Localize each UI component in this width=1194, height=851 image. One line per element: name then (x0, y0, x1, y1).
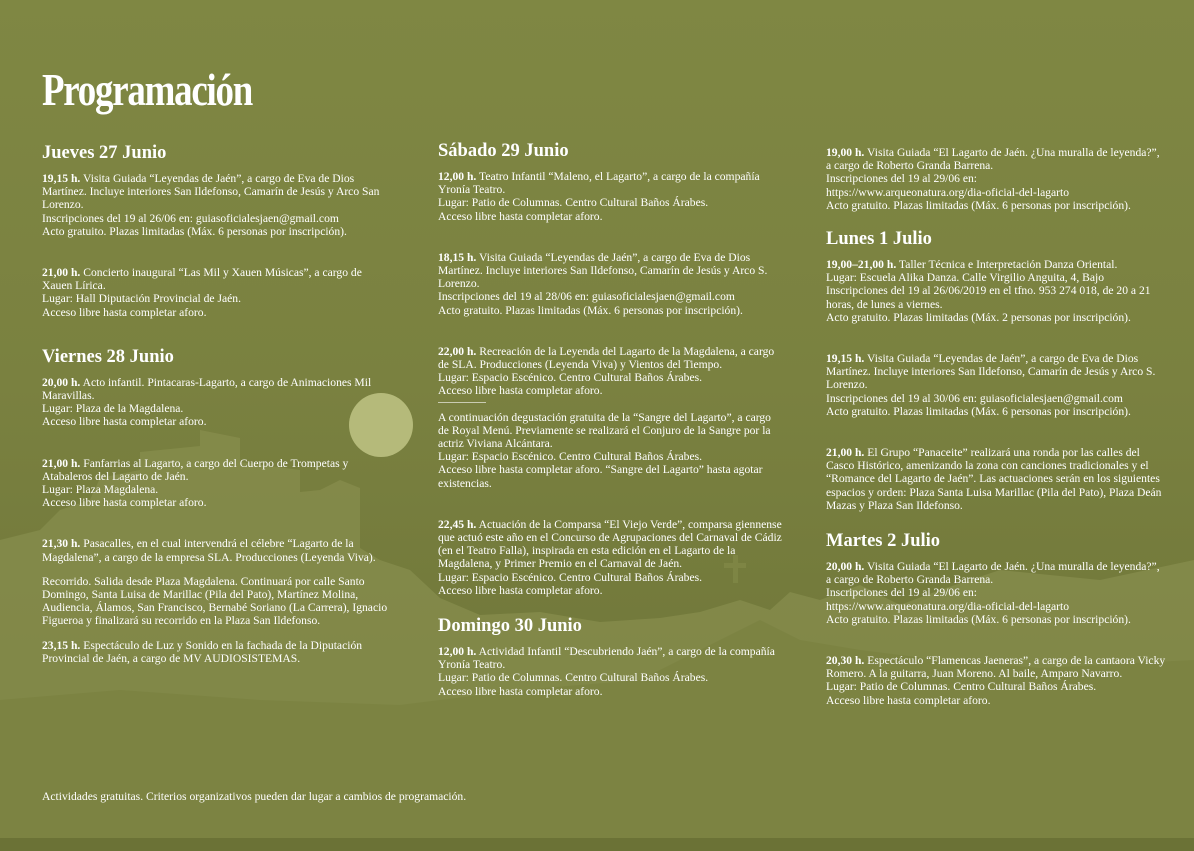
event-detail: Inscripciones del 19 al 30/06 en: guiasoficialesjaen@gmail.com (826, 391, 1123, 405)
event-item (438, 645, 783, 698)
divider (438, 402, 486, 403)
day-heading: Jueves 27 Junio (42, 143, 167, 163)
event-detail: Acceso libre hasta completar aforo. (42, 415, 207, 429)
event-item (826, 258, 1166, 324)
event-time: 19,00 h. (826, 146, 865, 159)
event-item (438, 518, 783, 597)
event-detail: Acceso libre hasta completar aforo. (438, 384, 603, 398)
event-link[interactable]: https://www.arqueonatura.org/dia-oficial-del-lagarto (826, 599, 1070, 613)
event-detail: Lugar: Espacio Escénico. Centro Cultural Baños Árabes. (438, 371, 703, 385)
event-text: Visita Guiada “Leyendas de Jaén”, a cargo de Eva de Dios Martínez. Incluye interiores San Ildefonso, Camarín de Jesús y Arco San Lorenzo. (42, 172, 380, 212)
event-detail: Inscripciones del 19 al 28/06 en: guiasoficialesjaen@gmail.com (438, 290, 735, 304)
event-detail: Inscripciones del 19 al 29/06 en: (826, 172, 978, 186)
event-detail: Acceso libre hasta completar aforo. (438, 684, 603, 698)
event-text: Fanfarrias al Lagarto, a cargo del Cuerpo de Trompetas y Atabaleros del Lagarto de Jaén. (42, 456, 349, 483)
event-text: Espectáculo de Luz y Sonido en la fachada de la Diputación Provincial de Jaén, a cargo de MV AUDIOSISTEMAS. (42, 638, 363, 665)
column-3 (826, 146, 1166, 707)
event-item (42, 376, 392, 429)
event-item (42, 172, 392, 238)
event-text: A continuación degustación gratuita de la “Sangre del Lagarto”, a cargo de Royal Menú. Previamente se realizará el Conjuro de la Sangre por la actriz Viviana Alcántara. (438, 410, 771, 451)
event-detail: Acceso libre hasta completar aforo. (42, 305, 207, 319)
event-text: Recreación de la Leyenda del Lagarto de la Magdalena, a cargo de SLA. Producciones (Leyenda Viva) y Vientos del Tiempo. (438, 344, 775, 372)
day-heading: Lunes 1 Julio (826, 229, 932, 250)
event-time: 12,00 h. (438, 645, 477, 659)
event-detail: Acceso libre hasta completar aforo. (42, 496, 207, 510)
event-time: 19,15 h. (826, 352, 865, 366)
event-time: 19,15 h. (42, 172, 81, 185)
event-text: Visita Guiada “El Lagarto de Jaén. ¿Una muralla de leyenda?”, a cargo de Roberto Granda Barrena. (826, 146, 1160, 173)
footer-note: Actividades gratuitas. Criterios organizativos pueden dar lugar a cambios de programación. (42, 790, 467, 803)
event-time: 19,00–21,00 h. (826, 258, 897, 272)
event-detail: Acceso libre hasta completar aforo. (438, 209, 603, 223)
event-time: 22,00 h. (438, 344, 477, 358)
event-item (438, 251, 783, 317)
event-detail: Acto gratuito. Plazas limitadas (Máx. 6 personas por inscripción). (438, 303, 743, 317)
event-detail: Acceso libre hasta completar aforo. (826, 693, 991, 707)
day-heading: Martes 2 Julio (826, 531, 941, 552)
event-time: 21,00 h. (42, 266, 81, 280)
event-item (438, 170, 783, 223)
event-detail: Acto gratuito. Plazas limitadas (Máx. 6 personas por inscripción). (826, 404, 1131, 418)
event-item (826, 446, 1166, 512)
route-description: Recorrido. Salida desde Plaza Magdalena. Continuará por calle Santo Domingo, Santa Luisa de Marillac (Pila del Pato), Martínez Molina, Audiencia, Álamos, San Francisco, Bernabé Soriano (La Carrera), Ignacio Figueroa y finalizará su recorrido en la Plaza San Ildefonso. (42, 574, 388, 628)
event-detail: Lugar: Hall Diputación Provincial de Jaén. (42, 292, 241, 306)
event-text: Actividad Infantil “Descubriendo Jaén”, a cargo de la compañía Yronía Teatro. (438, 645, 775, 672)
event-detail: Lugar: Escuela Alika Danza. Calle Virgilio Anguita, 4, Bajo (826, 271, 1105, 285)
event-detail: Acto gratuito. Plazas limitadas (Máx. 6 personas por inscripción). (826, 198, 1131, 212)
event-detail: Lugar: Plaza Magdalena. (42, 483, 159, 497)
event-item (438, 411, 783, 490)
day-heading: Viernes 28 Junio (42, 346, 174, 367)
event-time: 20,30 h. (826, 654, 865, 668)
event-detail: Acto gratuito. Plazas limitadas (Máx. 6 personas por inscripción). (42, 224, 347, 238)
event-item (826, 560, 1166, 626)
event-item (42, 537, 392, 627)
event-detail: Inscripciones del 19 al 26/06 en: guiasoficialesjaen@gmail.com (42, 211, 339, 225)
event-item (42, 639, 392, 665)
event-item (42, 266, 392, 319)
page-title: Programación (42, 65, 253, 115)
event-time: 20,00 h. (42, 375, 81, 389)
event-time: 21,30 h. (42, 537, 81, 551)
event-text: Visita Guiada “Leyendas de Jaén”, a cargo de Eva de Dios Martínez. Incluye interiores San Ildefonso, Camarín de Jesús y Arco S. Lorenzo. (826, 352, 1156, 392)
event-detail: Lugar: Patio de Columnas. Centro Cultural Baños Árabes. (438, 671, 709, 685)
event-text: El Grupo “Panaceite” realizará una ronda por las calles del Casco Histórico, amenizando la zona con canciones tradicionales y el “Romance del Lagarto de Jaén”. Las actuaciones serán en los siguientes espacios y orden: Plaza Santa Luisa Marillac (Pila del Pato), Plaza Deán Mazas y Plaza San Ildefonso. (826, 446, 1162, 512)
event-time: 23,15 h. (42, 638, 81, 652)
event-item (42, 457, 392, 510)
event-text: Espectáculo “Flamencas Jaeneras”, a cargo de la cantaora Vicky Romero. A la guitarra, Juan Moreno. Al baile, Amparo Navarro. (826, 654, 1166, 681)
event-detail: Lugar: Espacio Escénico. Centro Cultural Baños Árabes. (438, 570, 703, 584)
event-detail: Lugar: Patio de Columnas. Centro Cultural Baños Árabes. (826, 680, 1097, 694)
event-detail: Acto gratuito. Plazas limitadas (Máx. 2 personas por inscripción). (826, 310, 1131, 324)
event-detail: Lugar: Plaza de la Magdalena. (42, 402, 184, 416)
event-text: Pasacalles, en el cual intervendrá el célebre “Lagarto de la Magdalena”, a cargo de la empresa SLA. Producciones (Leyenda Viva). (42, 537, 376, 564)
event-text: Taller Técnica e Interpretación Danza Oriental. (898, 258, 1118, 272)
event-time: 12,00 h. (438, 170, 477, 183)
event-item (826, 146, 1166, 212)
day-heading: Domingo 30 Junio (438, 616, 582, 637)
event-detail: Inscripciones del 19 al 26/06/2019 en el tfno. 953 274 018, de 20 a 21 horas, de lunes a viernes. (826, 284, 1151, 311)
event-item (826, 654, 1166, 707)
event-text: Acto infantil. Pintacaras-Lagarto, a cargo de Animaciones Mil Maravillas. (42, 375, 372, 403)
event-link[interactable]: https://www.arqueonatura.org/dia-oficial-del-lagarto (826, 185, 1070, 199)
event-time: 20,00 h. (826, 560, 865, 574)
event-detail: Inscripciones del 19 al 29/06 en: (826, 586, 978, 600)
event-detail: Acto gratuito. Plazas limitadas (Máx. 6 personas por inscripción). (826, 612, 1131, 626)
event-detail: Lugar: Espacio Escénico. Centro Cultural Baños Árabes. (438, 450, 703, 464)
day-heading: Sábado 29 Junio (438, 141, 569, 161)
event-time: 21,00 h. (826, 446, 865, 460)
event-text: Teatro Infantil “Maleno, el Lagarto”, a cargo de la compañía Yronía Teatro. (438, 170, 760, 197)
event-time: 22,45 h. (438, 517, 477, 531)
event-text: Visita Guiada “El Lagarto de Jaén. ¿Una muralla de leyenda?”, a cargo de Roberto Granda Barrena. (826, 560, 1160, 587)
event-detail: Acceso libre hasta completar aforo. “Sangre del Lagarto” hasta agotar existencias. (438, 463, 763, 490)
event-time: 18,15 h. (438, 250, 477, 264)
event-detail: Acceso libre hasta completar aforo. (438, 583, 603, 597)
event-time: 21,00 h. (42, 456, 81, 470)
event-detail: Lugar: Patio de Columnas. Centro Cultural Baños Árabes. (438, 196, 709, 210)
event-text: Actuación de la Comparsa “El Viejo Verde”, comparsa giennense que actuó este año en el Concurso de Agrupaciones del Carnaval de Cádiz (en el Teatro Falla), inspirada en esta edición en el Lagarto de la Magdalena, y Primer Premio en el Carnaval de Jaén. (438, 517, 782, 571)
event-text: Visita Guiada “Leyendas de Jaén”, a cargo de Eva de Dios Martínez. Incluye interiores San Ildefonso, Camarín de Jesús y Arco S. Lorenzo. (438, 250, 768, 291)
column-1 (42, 142, 392, 665)
event-text: Concierto inaugural “Las Mil y Xauen Músicas”, a cargo de Xauen Lírica. (42, 266, 362, 293)
event-item (438, 345, 783, 398)
column-2 (438, 140, 783, 698)
event-item (826, 352, 1166, 418)
